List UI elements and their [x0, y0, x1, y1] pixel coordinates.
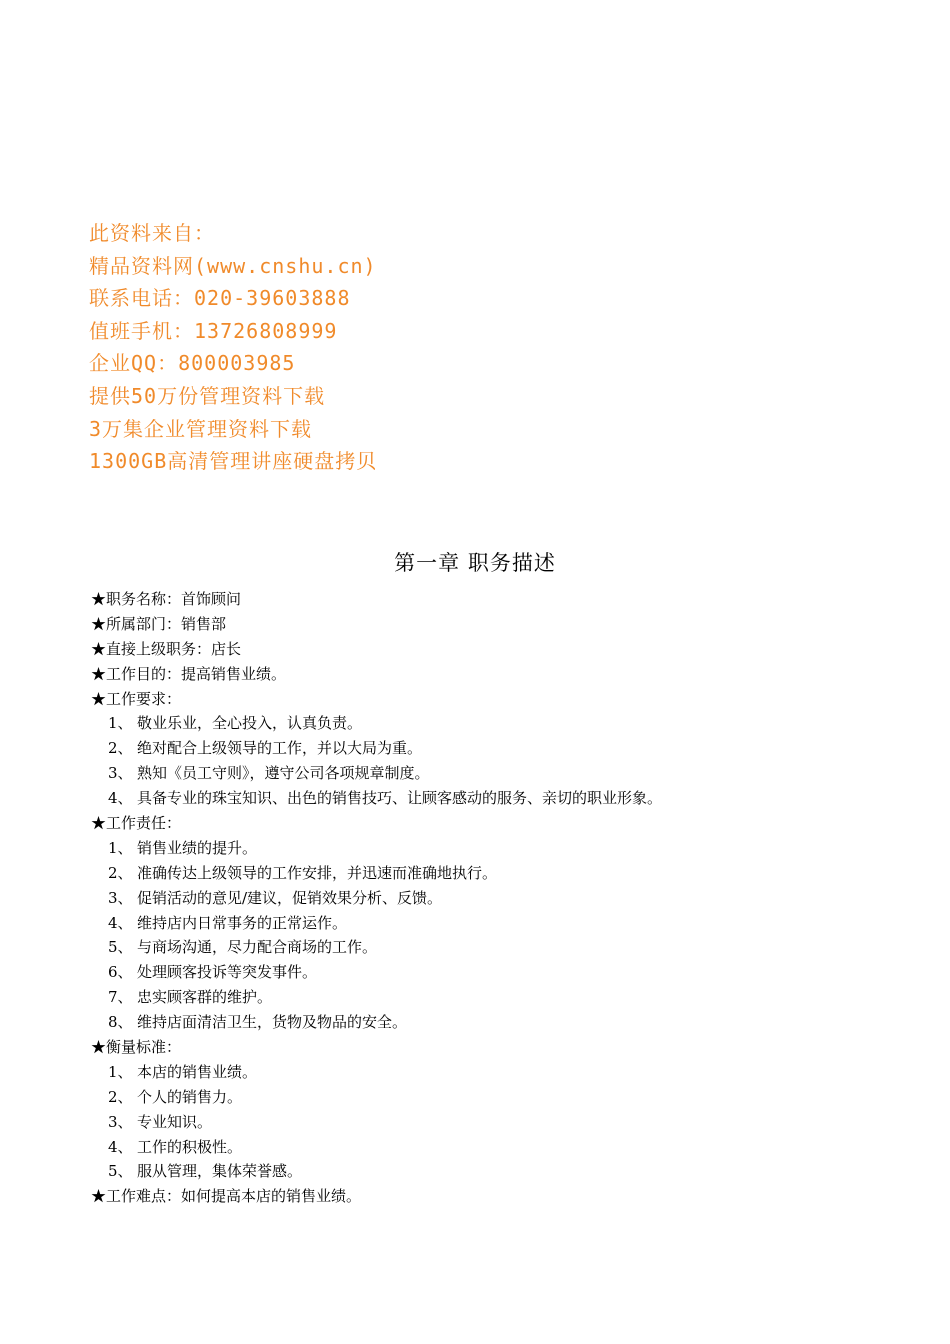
- job-description: [91, 587, 911, 1209]
- source-info-block: [89, 217, 689, 478]
- list-item-text: 服从管理，集体荣誉感。: [137, 1162, 303, 1181]
- offer-line: 3万集企业管理资料下载: [89, 416, 313, 441]
- section-field: ★所属部门：销售部: [91, 614, 227, 633]
- list-item-number: 6、: [108, 963, 133, 982]
- mobile-line: 值班手机：13726808999: [89, 318, 338, 343]
- list-item-text: 与商场沟通，尽力配合商场的工作。: [137, 938, 378, 957]
- website-line: 精品资料网(www.cnshu.cn): [89, 253, 377, 278]
- list-item: [91, 1085, 911, 1110]
- section-field: ★工作目的：提高销售业绩。: [91, 664, 287, 683]
- list-item-number: 1、: [108, 714, 133, 733]
- list-item-number: 8、: [108, 1013, 133, 1032]
- list-item-number: 2、: [108, 739, 133, 758]
- list-item-number: 2、: [108, 1087, 133, 1106]
- list-item-number: 7、: [108, 988, 133, 1007]
- list-item-text: 销售业绩的提升。: [137, 838, 258, 857]
- list-item: [91, 1159, 911, 1184]
- qq-line: 企业QQ：800003985: [89, 351, 296, 376]
- phone-line: 联系电话：020-39603888: [89, 286, 351, 311]
- list-item: [91, 911, 911, 936]
- list-item: [91, 1135, 911, 1160]
- list-item-number: 3、: [108, 1112, 133, 1131]
- list-item-text: 维持店内日常事务的正常运作。: [137, 913, 348, 932]
- source-line: 此资料来自：: [89, 221, 215, 245]
- list-item-number: 4、: [108, 1137, 133, 1156]
- list-item-text: 准确传达上级领导的工作安排，并迅速而准确地执行。: [137, 863, 498, 882]
- list-item: [91, 1110, 911, 1135]
- list-item-text: 熟知《员工守则》，遵守公司各项规章制度。: [137, 764, 430, 783]
- list-item-text: 忠实顾客群的维护。: [137, 988, 273, 1007]
- offer-line: 提供50万份管理资料下载: [89, 383, 326, 408]
- list-item: [91, 786, 911, 811]
- list-item-number: 1、: [108, 838, 133, 857]
- list-item-text: 绝对配合上级领导的工作，并以大局为重。: [137, 739, 423, 758]
- list-item-number: 3、: [108, 888, 133, 907]
- list-item: [91, 935, 911, 960]
- list-item: [91, 861, 911, 886]
- section-field: ★衡量标准：: [91, 1038, 182, 1057]
- section-field: ★工作要求：: [91, 689, 182, 708]
- section-field: ★工作难点：如何提高本店的销售业绩。: [91, 1187, 362, 1206]
- list-item-number: 1、: [108, 1062, 133, 1081]
- list-item-number: 5、: [108, 938, 133, 957]
- list-item-text: 处理顾客投诉等突发事件。: [137, 963, 318, 982]
- list-item-text: 专业知识。: [137, 1112, 213, 1131]
- section-field: ★工作责任：: [91, 814, 182, 833]
- chapter-title: 第一章 职务描述: [394, 551, 556, 575]
- list-item: [91, 736, 911, 761]
- section-field: ★职务名称：首饰顾问: [91, 590, 242, 608]
- list-item-number: 4、: [108, 789, 133, 808]
- list-item: [91, 1010, 911, 1035]
- list-item-text: 促销活动的意见/建议，促销效果分析、反馈。: [137, 888, 443, 907]
- list-item-text: 个人的销售力。: [137, 1087, 243, 1106]
- list-item: [91, 886, 911, 911]
- list-item: [91, 836, 911, 861]
- list-item: [91, 985, 911, 1010]
- list-item-text: 敬业乐业，全心投入，认真负责。: [137, 714, 363, 733]
- list-item-text: 工作的积极性。: [137, 1137, 243, 1156]
- offer-line: 1300GB高清管理讲座硬盘拷贝: [89, 449, 378, 474]
- list-item-text: 维持店面清洁卫生，货物及物品的安全。: [137, 1013, 408, 1032]
- list-item-number: 5、: [108, 1162, 133, 1181]
- list-item-text: 具备专业的珠宝知识、出色的销售技巧、让顾客感动的服务、亲切的职业形象。: [137, 789, 663, 808]
- list-item: [91, 711, 911, 736]
- list-item-text: 本店的销售业绩。: [137, 1062, 258, 1081]
- list-item: [91, 1060, 911, 1085]
- list-item: [91, 960, 911, 985]
- list-item: [91, 761, 911, 786]
- section-field: ★直接上级职务：店长: [91, 639, 242, 658]
- list-item-number: 3、: [108, 764, 133, 783]
- list-item-number: 4、: [108, 913, 133, 932]
- list-item-number: 2、: [108, 863, 133, 882]
